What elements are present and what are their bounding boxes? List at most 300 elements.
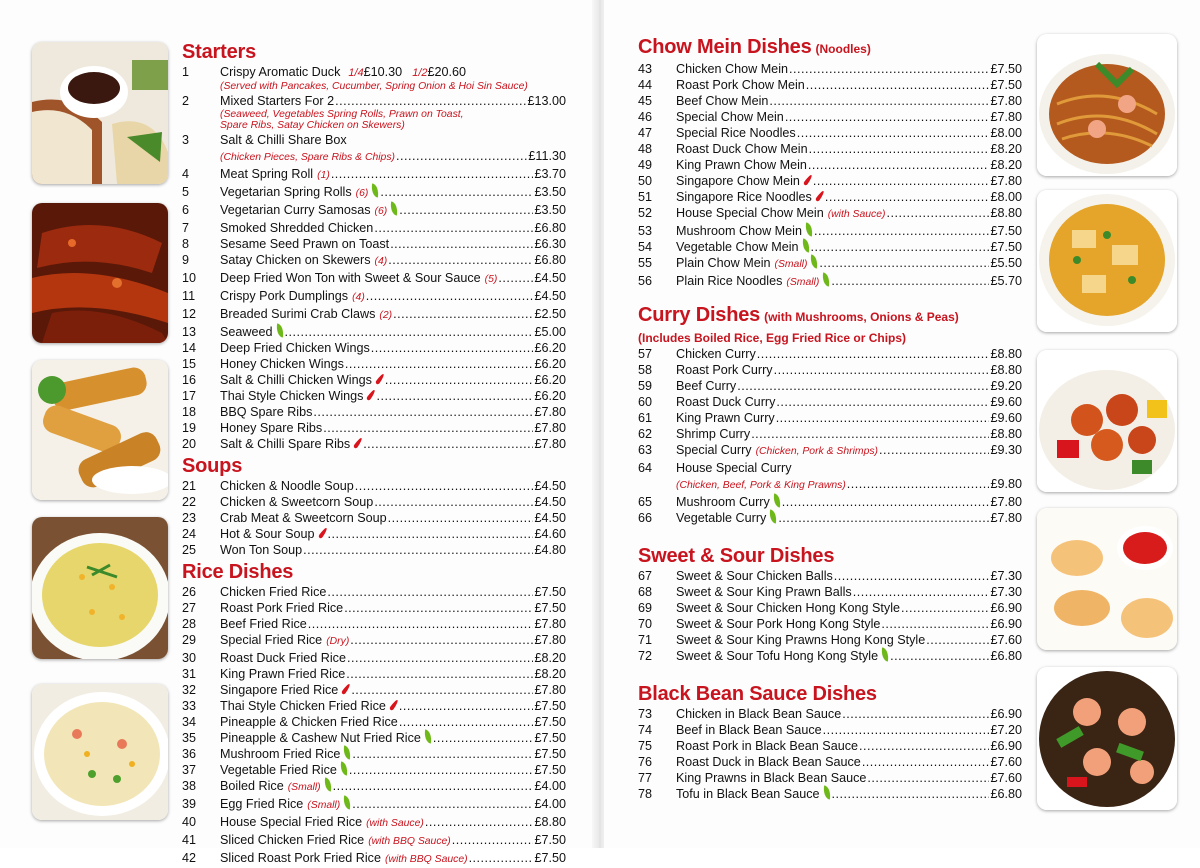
item-name: Roast Pork Curry — [676, 363, 773, 377]
menu-item-row — [182, 404, 566, 420]
item-name: Special Curry — [676, 443, 752, 457]
menu-item — [638, 141, 1022, 157]
item-price: £13.00 — [527, 93, 566, 108]
item-name: Sweet & Sour Tofu Hong Kong Style — [676, 649, 879, 663]
leader-dots — [344, 600, 533, 616]
menu-item — [638, 109, 1022, 125]
item-note: (with BBQ Sauce) — [368, 835, 451, 847]
item-number: 40 — [182, 814, 197, 829]
item-note: (2) — [379, 309, 393, 321]
section-title: Black Bean Sauce Dishes — [638, 683, 877, 705]
menu-item — [182, 796, 566, 814]
item-note: (4) — [352, 291, 365, 303]
menu-item-row — [638, 378, 1022, 394]
item-note: (with Sauce) — [827, 209, 886, 220]
item-price: £7.20 — [990, 723, 1022, 737]
item-name: Mushroom Curry — [676, 495, 770, 509]
menu-item — [638, 362, 1022, 378]
item-price: £6.90 — [990, 707, 1022, 721]
leader-dots — [374, 494, 533, 510]
menu-item-row — [182, 252, 566, 270]
curry-photo — [1037, 190, 1177, 332]
item-number: 23 — [182, 510, 197, 525]
item-name-group — [220, 436, 362, 452]
menu-item-row — [638, 584, 1022, 600]
vegetarian-leaf-icon — [389, 201, 399, 215]
item-name: Singapore Fried Rice — [220, 682, 339, 697]
item-price: £8.20 — [534, 650, 566, 665]
item-name-group — [220, 600, 343, 616]
item-name: Singapore Rice Noodles — [676, 190, 812, 204]
menu-item-row — [638, 273, 1022, 291]
vegetarian-leaf-icon — [809, 254, 819, 268]
menu-item — [182, 814, 566, 832]
item-number: 41 — [182, 832, 197, 847]
item-name: Meat Spring Roll — [220, 166, 314, 181]
menu-item-row — [182, 420, 566, 436]
item-name: Sliced Chicken Fried Rice — [220, 832, 365, 847]
leader-dots — [393, 306, 533, 322]
item-name-group — [220, 404, 312, 420]
menu-item — [638, 189, 1022, 205]
leader-dots — [823, 722, 990, 738]
section-heading — [638, 544, 1022, 568]
item-name: Salt & Chilli Chicken Wings — [220, 372, 372, 387]
leader-dots — [399, 714, 534, 730]
item-name: Deep Fried Chicken Wings — [220, 340, 370, 355]
leader-dots — [853, 584, 990, 600]
section-title: Soups — [182, 454, 243, 477]
item-price: £7.50 — [990, 62, 1022, 76]
item-price: £7.50 — [990, 224, 1022, 238]
leader-dots — [425, 814, 534, 830]
leader-dots — [901, 600, 989, 616]
section-title: Rice Dishes — [182, 560, 294, 583]
item-name: Egg Fried Rice — [220, 796, 304, 811]
menu-item-row — [182, 478, 566, 494]
vegetarian-leaf-icon — [821, 272, 831, 286]
menu-item — [638, 223, 1022, 239]
menu-item — [182, 778, 566, 796]
item-name: Deep Fried Won Ton with Sweet & Sour Sauce — [220, 270, 481, 285]
item-note: (6) — [355, 187, 369, 199]
item-name: Tofu in Black Bean Sauce — [676, 787, 820, 801]
vegetarian-leaf-icon — [342, 795, 352, 809]
vegetarian-leaf-icon — [804, 222, 814, 236]
menu-item-row — [638, 141, 1022, 157]
item-name-group — [676, 362, 773, 378]
item-price: £8.00 — [990, 190, 1022, 204]
section-subtitle: (Noodles) — [815, 42, 871, 56]
menu-item — [182, 340, 566, 356]
item-name-group — [676, 568, 833, 584]
leader-dots — [349, 762, 534, 778]
item-number: 36 — [182, 746, 197, 761]
item-name-group — [220, 698, 398, 714]
menu-item — [638, 738, 1022, 754]
item-number: 22 — [182, 494, 197, 509]
item-name-group — [220, 184, 379, 202]
item-name-group — [676, 205, 885, 223]
item-name: King Prawn Curry — [676, 411, 775, 425]
item-price: £7.50 — [534, 714, 566, 729]
menu-item — [182, 542, 566, 558]
item-price: £7.30 — [990, 585, 1022, 599]
item-price: £7.60 — [990, 755, 1022, 769]
menu-item — [638, 460, 1022, 494]
leader-dots — [385, 372, 534, 388]
leader-dots — [399, 202, 533, 218]
menu-item-row — [182, 220, 566, 236]
leader-dots — [323, 420, 533, 436]
item-number: 69 — [638, 601, 653, 615]
item-number: 30 — [182, 650, 197, 665]
leader-dots — [388, 510, 534, 526]
item-name: Chicken Chow Mein — [676, 62, 788, 76]
menu-item-row — [638, 77, 1022, 93]
menu-item — [638, 157, 1022, 173]
item-name-group — [676, 648, 889, 664]
item-price: £3.50 — [534, 184, 566, 199]
item-price: £9.60 — [990, 395, 1022, 409]
item-name: Vegetarian Curry Samosas — [220, 202, 371, 217]
vegetarian-leaf-icon — [423, 729, 433, 743]
item-number: 48 — [638, 142, 653, 156]
item-price: £7.80 — [990, 511, 1022, 525]
item-number: 34 — [182, 714, 197, 729]
item-number: 19 — [182, 420, 197, 435]
item-price: £7.80 — [990, 94, 1022, 108]
item-name-group — [676, 125, 796, 141]
item-name-group — [676, 460, 792, 476]
item-portion-label: 1/4 — [348, 67, 364, 79]
leader-dots — [345, 356, 534, 372]
leader-dots — [363, 436, 533, 452]
item-name-group — [220, 494, 373, 510]
item-name: Salt & Chilli Spare Ribs — [220, 436, 351, 451]
item-price: £7.80 — [990, 174, 1022, 188]
item-number: 65 — [638, 495, 653, 509]
item-number: 75 — [638, 739, 653, 753]
item-price: £3.70 — [534, 166, 566, 181]
section-subtitle: (with Mushrooms, Onions & Peas) — [764, 310, 959, 324]
noodles-photo — [1037, 34, 1177, 176]
item-number: 47 — [638, 126, 653, 140]
menu-item-row — [638, 442, 1022, 460]
item-name-group — [220, 202, 398, 220]
menu-item-row — [638, 205, 1022, 223]
menu-item-row — [182, 650, 566, 666]
item-number: 39 — [182, 796, 197, 811]
section-title: Curry Dishes — [638, 304, 761, 326]
menu-item-row — [182, 132, 566, 148]
item-name: Satay Chicken on Skewers — [220, 252, 371, 267]
item-number: 17 — [182, 388, 197, 403]
item-number: 15 — [182, 356, 197, 371]
item-number: 28 — [182, 616, 197, 631]
item-note: (5) — [484, 273, 498, 285]
spring-rolls-photo — [32, 360, 168, 500]
item-price: £8.80 — [990, 427, 1022, 441]
vegetarian-leaf-icon — [323, 777, 333, 791]
item-number: 44 — [638, 78, 653, 92]
item-description: (Served with Pancakes, Cucumber, Spring Onion & Hoi Sin Sauce) — [220, 81, 528, 92]
item-name-group — [676, 722, 822, 738]
item-price: £6.90 — [990, 617, 1022, 631]
item-name: House Special Curry — [676, 461, 792, 475]
menu-item — [182, 698, 566, 714]
item-number: 7 — [182, 220, 190, 235]
item-name-group — [220, 236, 389, 252]
leader-dots — [789, 61, 989, 77]
item-name: Vegetable Fried Rice — [220, 762, 337, 777]
leader-dots — [834, 568, 990, 584]
item-note: (1) — [317, 169, 330, 181]
menu-item-row — [182, 632, 566, 650]
item-price: £4.80 — [534, 542, 566, 557]
section-heading — [638, 682, 1022, 706]
menu-item-row — [182, 436, 566, 452]
item-name-group — [676, 157, 807, 173]
item-name-group — [220, 832, 451, 850]
section-heading — [182, 560, 566, 584]
item-name: Smoked Shredded Chicken — [220, 220, 374, 235]
item-price: £7.50 — [990, 240, 1022, 254]
item-name: Roast Pork Chow Mein — [676, 78, 805, 92]
item-price: £7.50 — [534, 584, 566, 599]
menu-item — [182, 64, 566, 93]
item-name: Mushroom Chow Mein — [676, 224, 802, 238]
item-number: 78 — [638, 787, 653, 801]
item-price: £9.20 — [990, 379, 1022, 393]
item-name-group — [220, 324, 284, 340]
item-portion-label: 1/2 — [412, 67, 428, 79]
menu-item — [638, 346, 1022, 362]
item-name-group — [220, 650, 346, 666]
item-name: Boiled Rice — [220, 778, 284, 793]
item-name: Plain Rice Noodles — [676, 274, 783, 288]
leader-dots — [327, 584, 533, 600]
leader-dots — [862, 754, 990, 770]
leader-dots — [785, 109, 990, 125]
item-note: (Small) — [774, 259, 808, 270]
leader-dots — [859, 738, 989, 754]
menu-item-row — [638, 786, 1022, 802]
vegetarian-leaf-icon — [768, 509, 778, 523]
item-price: £6.30 — [534, 236, 566, 251]
item-name: Sweet & Sour King Prawn Balls — [676, 585, 852, 599]
menu-item — [182, 356, 566, 372]
item-name: Beef Fried Rice — [220, 616, 307, 631]
leader-dots — [842, 706, 989, 722]
item-number: 4 — [182, 166, 190, 181]
leader-dots — [926, 632, 989, 648]
leader-dots — [308, 616, 534, 632]
leader-dots — [881, 616, 989, 632]
item-number: 66 — [638, 511, 653, 525]
menu-item — [638, 93, 1022, 109]
item-name: Chicken in Black Bean Sauce — [676, 707, 842, 721]
item-number: 60 — [638, 395, 653, 409]
item-name: Roast Pork Fried Rice — [220, 600, 344, 615]
item-name: Sliced Roast Pork Fried Rice — [220, 850, 381, 865]
menu-item — [638, 706, 1022, 722]
fried-rice-photo — [32, 684, 168, 820]
item-name: Sweet & Sour Pork Hong Kong Style — [676, 617, 881, 631]
item-name: Honey Spare Ribs — [220, 420, 323, 435]
item-price: £9.60 — [990, 411, 1022, 425]
leader-dots — [374, 220, 533, 236]
menu-item-row — [182, 666, 566, 682]
item-name: Roast Duck Curry — [676, 395, 776, 409]
item-name-group — [220, 542, 302, 558]
leader-dots — [757, 346, 990, 362]
menu-item-row — [182, 682, 566, 698]
item-name-group — [220, 666, 345, 682]
leader-dots — [832, 786, 990, 802]
menu-item-row — [638, 255, 1022, 273]
item-number: 77 — [638, 771, 653, 785]
menu-item-row — [182, 236, 566, 252]
vegetarian-leaf-icon — [800, 238, 810, 252]
menu-item — [182, 404, 566, 420]
spicy-chili-icon — [341, 682, 351, 694]
menu-item — [638, 273, 1022, 291]
item-number: 74 — [638, 723, 653, 737]
leader-dots — [825, 189, 990, 205]
item-price: £9.80 — [990, 477, 1022, 491]
item-name: Mushroom Fried Rice — [220, 746, 341, 761]
item-name: Crab Meat & Sweetcorn Soup — [220, 510, 387, 525]
item-price: £6.20 — [534, 372, 566, 387]
item-note: (Small) — [307, 799, 341, 811]
spicy-chili-icon — [366, 388, 376, 400]
item-price: £7.50 — [534, 698, 566, 713]
menu-item — [182, 832, 566, 850]
item-number: 8 — [182, 236, 190, 251]
menu-item-row — [182, 762, 566, 778]
item-name: Thai Style Chicken Fried Rice — [220, 698, 386, 713]
menu-item-row — [638, 157, 1022, 173]
menu-item-row — [182, 698, 566, 714]
item-price: £7.50 — [534, 600, 566, 615]
item-number: 43 — [638, 62, 653, 76]
item-number: 49 — [638, 158, 653, 172]
menu-item — [638, 173, 1022, 189]
item-price: £10.30 — [363, 65, 403, 79]
item-number: 27 — [182, 600, 197, 615]
item-price: £7.50 — [534, 850, 566, 865]
vegetarian-leaf-icon — [370, 183, 380, 197]
item-price: £4.50 — [534, 288, 566, 303]
item-price: £4.50 — [534, 510, 566, 525]
leader-dots — [396, 148, 527, 164]
menu-item — [182, 616, 566, 632]
item-number: 26 — [182, 584, 197, 599]
menu-item — [182, 236, 566, 252]
item-number: 53 — [638, 224, 653, 238]
menu-item — [638, 568, 1022, 584]
menu-item — [638, 426, 1022, 442]
menu-item — [182, 436, 566, 452]
item-price: £7.80 — [990, 110, 1022, 124]
menu-item — [638, 494, 1022, 510]
item-number: 5 — [182, 184, 190, 199]
item-name: Hot & Sour Soup — [220, 526, 315, 541]
leader-dots — [333, 778, 534, 794]
menu-item — [182, 632, 566, 650]
leader-dots — [806, 77, 990, 93]
leader-dots — [808, 157, 990, 173]
item-name-group — [220, 93, 334, 109]
sweetcorn-soup-photo — [32, 517, 168, 659]
item-name-group — [220, 420, 322, 436]
item-name-group — [220, 288, 365, 306]
item-price: £7.80 — [990, 495, 1022, 509]
menu-item — [182, 288, 566, 306]
item-price: £4.00 — [534, 796, 566, 811]
menu-item-row — [182, 202, 566, 220]
menu-item — [182, 850, 566, 868]
item-number: 35 — [182, 730, 197, 745]
menu-item — [638, 584, 1022, 600]
item-name-group — [676, 494, 781, 510]
item-note: (Chicken, Pork & Shrimps) — [755, 446, 879, 457]
item-description: (Chicken, Beef, Pork & King Prawns) — [676, 480, 846, 491]
menu-item — [182, 220, 566, 236]
item-name-group — [676, 141, 808, 157]
item-name-group — [676, 173, 812, 189]
item-note: (6) — [374, 205, 388, 217]
item-name-group — [676, 786, 831, 802]
menu-item-row — [638, 426, 1022, 442]
menu-item — [638, 632, 1022, 648]
menu-item-row — [182, 356, 566, 372]
menu-item — [638, 442, 1022, 460]
item-name: Vegetable Curry — [676, 511, 767, 525]
item-name: Sweet & Sour Chicken Balls — [676, 569, 833, 583]
item-name-group — [676, 93, 768, 109]
menu-item — [182, 584, 566, 600]
menu-item — [182, 202, 566, 220]
spicy-chili-icon — [815, 190, 825, 202]
leader-dots — [399, 698, 534, 714]
item-name-group — [676, 378, 736, 394]
item-name-group — [676, 770, 866, 786]
leader-dots — [469, 850, 534, 866]
leader-dots — [433, 730, 534, 746]
item-number: 31 — [182, 666, 197, 681]
menu-item-row — [638, 510, 1022, 526]
item-price: £6.80 — [534, 252, 566, 267]
item-name-group — [220, 270, 497, 288]
menu-item — [638, 648, 1022, 664]
right-menu-column — [638, 35, 1022, 802]
menu-item-row — [182, 184, 566, 202]
item-number: 10 — [182, 270, 197, 285]
section-heading — [182, 40, 566, 64]
menu-item-row — [182, 832, 566, 850]
item-name-group — [220, 682, 350, 698]
item-name-group — [220, 356, 344, 372]
item-name: Chicken & Sweetcorn Soup — [220, 494, 374, 509]
item-price: £8.00 — [990, 126, 1022, 140]
item-number: 57 — [638, 347, 653, 361]
menu-item-row — [182, 746, 566, 762]
menu-item — [182, 132, 566, 166]
item-price: £7.50 — [990, 78, 1022, 92]
section-heading — [182, 454, 566, 478]
